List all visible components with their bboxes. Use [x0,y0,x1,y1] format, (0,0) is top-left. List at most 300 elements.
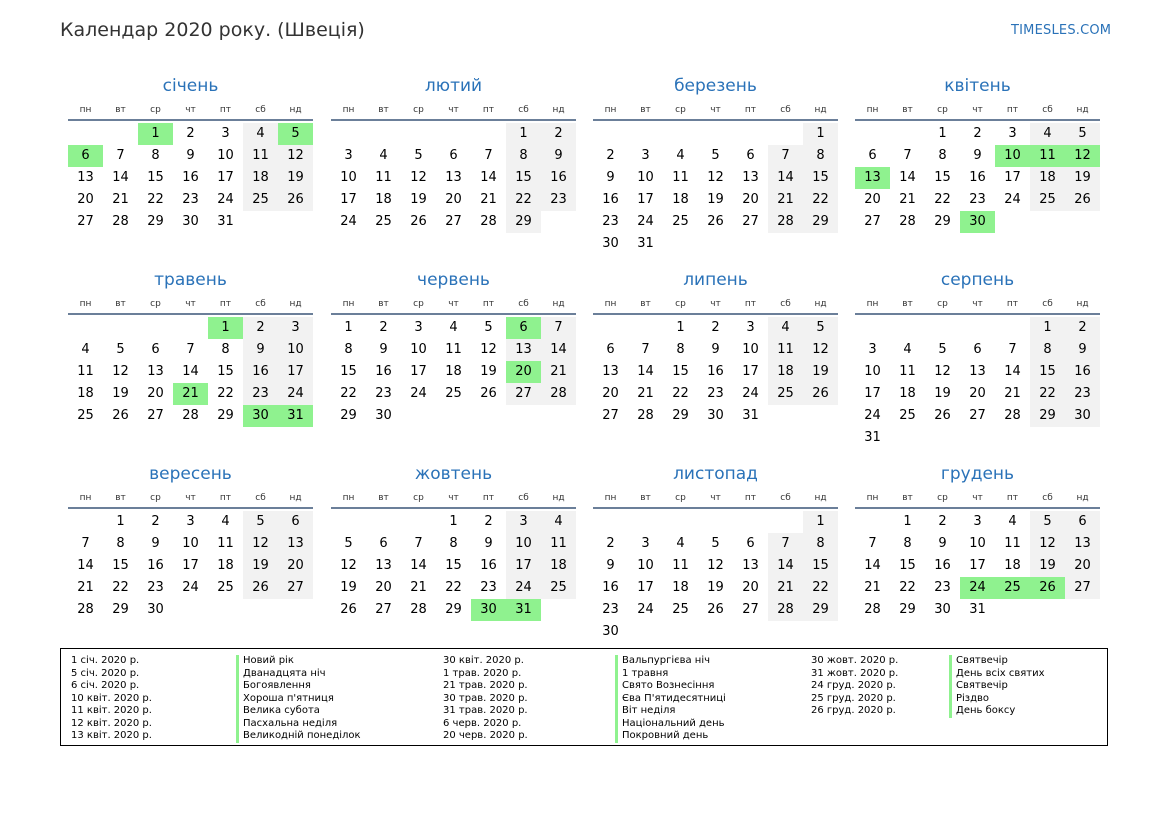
month-7 [593,265,838,427]
day-cell: 29 [147,214,164,229]
day-cell: 8 [676,342,685,357]
weekday-label: чт [185,299,196,309]
legend-holiday-name: День всіх святих [949,668,1045,681]
day-cell: 13 [742,558,759,573]
day-cell: 20 [969,386,986,401]
day-cell: 3 [506,511,541,533]
day-cell: 9 [606,558,615,573]
legend-holiday-name: Різдво [949,693,1045,706]
day-cell: 22 [445,580,462,595]
day-cell: 9 [484,536,493,551]
legend-date: 30 квіт. 2020 р. [443,655,524,666]
legend-date: 20 черв. 2020 р. [443,730,528,741]
day-cell: 12 [707,170,724,185]
legend-holiday-name: Єва П'ятидесятниці [615,693,726,706]
weekday-label: чт [710,493,721,503]
day-cell: 10 [506,533,541,555]
day-cell: 21 [112,192,129,207]
weekday-label: чт [448,299,459,309]
day-cell: 10 [182,536,199,551]
day-cell: 25 [672,602,689,617]
day-cell: 19 [1030,555,1065,577]
day-cell: 2 [606,536,615,551]
day-cell: 9 [938,536,947,551]
day-cell: 12 [112,364,129,379]
day-cell: 7 [414,536,423,551]
day-cell: 29 [672,408,689,423]
day-cell: 25 [77,408,94,423]
weekday-label: сб [1042,105,1053,115]
day-cell: 13 [602,364,619,379]
day-cell: 7 [1008,342,1017,357]
day-cell: 4 [243,123,278,145]
day-cell: 8 [151,148,160,163]
weekday-label: нд [289,299,302,309]
weekday-label: сб [1042,299,1053,309]
legend-holiday-name: Святвечір [949,655,1045,668]
day-cell: 20 [1065,555,1100,577]
day-cell: 1 [449,514,458,529]
day-cell: 24 [410,386,427,401]
weekday-header [855,489,1100,509]
weekday-label: чт [972,493,983,503]
day-cell: 23 [602,214,619,229]
weekday-label: вт [115,493,126,503]
holiday-cell: 6 [68,145,103,167]
legend-date: 1 трав. 2020 р. [443,667,522,679]
day-cell: 8 [344,342,353,357]
day-cell: 30 [182,214,199,229]
day-cell: 6 [449,148,458,163]
holiday-cell: 20 [506,361,541,383]
day-cell: 19 [934,386,951,401]
day-cell: 3 [746,320,755,335]
weekday-label: нд [552,299,565,309]
day-cell: 4 [221,514,230,529]
weekday-label: сб [255,105,266,115]
holiday-cell: 13 [855,167,890,189]
month-4 [855,71,1100,233]
legend-names-1 [236,655,361,743]
weekday-header [331,489,576,509]
legend-date: 11 квіт. 2020 р. [71,705,152,716]
day-cell: 12 [707,558,724,573]
weekday-label: ср [675,493,686,503]
weekday-label: сб [255,493,266,503]
legend-holiday-name: Пасхальна неділя [236,718,361,731]
day-cell: 13 [77,170,94,185]
day-cell: 15 [803,555,838,577]
day-cell: 18 [899,386,916,401]
day-grid [593,317,838,427]
day-cell: 20 [864,192,881,207]
day-cell: 2 [379,320,388,335]
day-cell: 26 [803,383,838,405]
weekday-label: пн [604,493,617,503]
day-cell: 18 [445,364,462,379]
day-cell: 4 [676,148,685,163]
month-name: грудень [940,464,1015,484]
day-cell: 27 [147,408,164,423]
day-cell: 16 [541,167,576,189]
day-cell: 19 [340,580,357,595]
weekday-label: чт [185,105,196,115]
holiday-cell: 31 [278,405,313,427]
day-cell: 6 [278,511,313,533]
day-cell: 14 [637,364,654,379]
month-2 [331,71,576,233]
day-cell: 21 [768,189,803,211]
legend-holiday-name: Національний день [615,718,726,731]
holiday-cell: 5 [278,123,313,145]
day-cell: 11 [899,364,916,379]
legend-holiday-name: Покровний день [615,730,726,743]
day-cell: 10 [217,148,234,163]
day-cell: 6 [379,536,388,551]
day-cell: 19 [1065,167,1100,189]
legend-holiday-name: Хороша п'ятниця [236,693,361,706]
legend-dates-1 [71,655,152,743]
weekday-label: вт [640,105,651,115]
day-cell: 26 [278,189,313,211]
month-name: жовтень [414,464,493,484]
month-6 [331,265,576,427]
page-title: Календар 2020 року. (Швеція) [60,19,365,41]
day-cell: 3 [344,148,353,163]
day-cell: 31 [742,408,759,423]
day-cell: 21 [768,577,803,599]
day-cell: 15 [506,167,541,189]
day-cell: 2 [973,126,982,141]
day-cell: 26 [112,408,129,423]
weekday-header [331,295,576,315]
holiday-cell: 21 [173,383,208,405]
day-cell: 28 [768,211,803,233]
day-cell: 16 [602,580,619,595]
day-cell: 5 [484,320,493,335]
day-cell: 24 [742,386,759,401]
legend-holiday-name: Дванадцята ніч [236,668,361,681]
day-cell: 17 [969,558,986,573]
day-cell: 15 [899,558,916,573]
day-cell: 3 [186,514,195,529]
day-cell: 29 [899,602,916,617]
day-cell: 13 [1065,533,1100,555]
month-1 [68,71,313,233]
day-cell: 25 [375,214,392,229]
day-cell: 2 [186,126,195,141]
weekday-header [593,295,838,315]
day-cell: 20 [742,192,759,207]
weekday-label: пн [866,299,879,309]
day-cell: 22 [340,386,357,401]
day-cell: 29 [803,599,838,621]
day-cell: 11 [1004,536,1021,551]
day-cell: 15 [445,558,462,573]
day-cell: 7 [768,533,803,555]
weekday-label: сб [518,105,529,115]
day-cell: 1 [344,320,353,335]
day-cell: 20 [602,386,619,401]
day-cell: 5 [711,536,720,551]
day-cell: 17 [182,558,199,573]
weekday-label: вт [378,105,389,115]
holiday-cell: 31 [506,599,541,621]
day-cell: 14 [77,558,94,573]
day-cell: 24 [278,383,313,405]
weekday-label: пн [604,105,617,115]
day-cell: 20 [375,580,392,595]
day-cell: 24 [506,577,541,599]
day-cell: 15 [217,364,234,379]
day-cell: 30 [602,236,619,251]
weekday-label: сб [780,493,791,503]
day-cell: 4 [449,320,458,335]
day-cell: 1 [803,511,838,533]
day-cell: 17 [1004,170,1021,185]
weekday-label: чт [972,299,983,309]
day-cell: 28 [182,408,199,423]
day-cell: 31 [217,214,234,229]
day-cell: 10 [410,342,427,357]
day-cell: 2 [711,320,720,335]
day-cell: 7 [641,342,650,357]
day-cell: 16 [707,364,724,379]
month-name: серпень [940,270,1015,290]
day-cell: 8 [506,145,541,167]
day-cell: 10 [278,339,313,361]
day-cell: 24 [637,214,654,229]
weekday-label: пт [219,105,232,115]
day-cell: 12 [1030,533,1065,555]
day-cell: 31 [969,602,986,617]
day-cell: 14 [541,339,576,361]
weekday-label: сб [518,493,529,503]
weekday-label: пт [1006,493,1019,503]
weekday-label: пт [219,299,232,309]
day-cell: 20 [77,192,94,207]
month-9 [68,459,313,621]
weekday-label: вт [902,299,913,309]
weekday-label: пн [79,105,92,115]
legend-holiday-name: Новий рік [236,655,361,668]
month-name: березень [674,76,757,96]
day-cell: 28 [1004,408,1021,423]
day-cell: 11 [672,558,689,573]
day-cell: 30 [602,624,619,639]
weekday-label: пт [482,299,495,309]
weekday-label: чт [972,105,983,115]
month-name: квітень [944,76,1011,96]
day-cell: 3 [221,126,230,141]
day-cell: 14 [182,364,199,379]
day-cell: 7 [186,342,195,357]
weekday-label: вт [378,493,389,503]
day-cell: 28 [637,408,654,423]
day-cell: 4 [81,342,90,357]
day-cell: 25 [1030,189,1065,211]
day-cell: 16 [147,558,164,573]
weekday-label: пт [219,493,232,503]
day-cell: 26 [480,386,497,401]
day-cell: 8 [903,536,912,551]
day-grid [855,511,1100,621]
weekday-header [68,101,313,121]
day-cell: 21 [410,580,427,595]
day-cell: 22 [934,192,951,207]
brand-link[interactable]: TIMESLES.COM [1011,23,1112,38]
day-cell: 4 [541,511,576,533]
day-cell: 22 [506,189,541,211]
day-cell: 8 [221,342,230,357]
day-cell: 14 [1004,364,1021,379]
day-cell: 20 [445,192,462,207]
day-cell: 15 [934,170,951,185]
day-cell: 14 [410,558,427,573]
legend-date: 6 січ. 2020 р. [71,680,140,691]
weekday-header [855,101,1100,121]
day-cell: 5 [1030,511,1065,533]
weekday-label: чт [710,105,721,115]
day-cell: 4 [676,536,685,551]
day-cell: 7 [903,148,912,163]
day-cell: 6 [606,342,615,357]
holiday-cell: 30 [243,405,278,427]
legend-date: 13 квіт. 2020 р. [71,730,152,741]
weekday-label: пн [79,493,92,503]
day-cell: 19 [707,192,724,207]
day-cell: 2 [606,148,615,163]
day-cell: 18 [541,555,576,577]
weekday-label: нд [814,493,827,503]
day-cell: 27 [1065,577,1100,599]
day-cell: 18 [217,558,234,573]
day-cell: 9 [606,170,615,185]
day-cell: 11 [541,533,576,555]
day-cell: 28 [541,383,576,405]
day-cell: 6 [973,342,982,357]
legend-date: 6 черв. 2020 р. [443,717,522,729]
day-cell: 22 [147,192,164,207]
day-cell: 7 [81,536,90,551]
day-cell: 1 [506,123,541,145]
weekday-label: чт [185,493,196,503]
day-cell: 13 [969,364,986,379]
day-cell: 26 [707,602,724,617]
day-cell: 11 [445,342,462,357]
day-cell: 9 [1065,339,1100,361]
holiday-cell: 12 [1065,145,1100,167]
day-cell: 22 [217,386,234,401]
weekday-label: чт [448,105,459,115]
day-cell: 22 [803,577,838,599]
weekday-label: сб [780,299,791,309]
day-cell: 18 [375,192,392,207]
day-cell: 28 [480,214,497,229]
day-cell: 12 [480,342,497,357]
weekday-header [68,489,313,509]
day-cell: 5 [243,511,278,533]
day-cell: 9 [973,148,982,163]
day-cell: 29 [340,408,357,423]
day-cell: 13 [506,339,541,361]
day-cell: 27 [969,408,986,423]
day-cell: 7 [768,145,803,167]
weekday-label: нд [552,105,565,115]
day-cell: 10 [637,170,654,185]
day-cell: 5 [116,342,125,357]
day-cell: 15 [672,364,689,379]
weekday-label: пн [79,299,92,309]
month-5 [68,265,313,427]
day-cell: 24 [340,214,357,229]
day-cell: 18 [768,361,803,383]
day-cell: 26 [410,214,427,229]
day-cell: 20 [147,386,164,401]
day-cell: 19 [278,167,313,189]
legend-date: 5 січ. 2020 р. [71,667,140,679]
weekday-label: пн [342,299,355,309]
day-cell: 17 [217,170,234,185]
weekday-label: нд [552,493,565,503]
day-cell: 2 [484,514,493,529]
holiday-cell: 30 [471,599,506,621]
day-grid [68,317,313,427]
holiday-cell: 26 [1030,577,1065,599]
weekday-label: вт [902,105,913,115]
day-cell: 8 [116,536,125,551]
legend-date: 30 жовт. 2020 р. [811,655,899,666]
weekday-label: нд [289,493,302,503]
day-cell: 6 [151,342,160,357]
day-grid [331,511,576,621]
day-cell: 30 [375,408,392,423]
day-cell: 2 [938,514,947,529]
day-cell: 26 [243,577,278,599]
day-cell: 13 [147,364,164,379]
day-cell: 26 [707,214,724,229]
day-cell: 28 [899,214,916,229]
day-cell: 1 [803,123,838,145]
day-cell: 11 [243,145,278,167]
day-cell: 17 [742,364,759,379]
day-cell: 28 [768,599,803,621]
day-cell: 1 [676,320,685,335]
day-cell: 16 [480,558,497,573]
day-cell: 1 [938,126,947,141]
day-cell: 21 [1004,386,1021,401]
holiday-cell: 1 [138,123,173,145]
day-cell: 22 [899,580,916,595]
day-cell: 24 [182,580,199,595]
day-cell: 3 [868,342,877,357]
month-name: вересень [149,464,232,484]
day-cell: 28 [410,602,427,617]
day-cell: 18 [672,192,689,207]
day-cell: 9 [186,148,195,163]
day-cell: 17 [340,192,357,207]
day-cell: 30 [934,602,951,617]
holiday-cell: 11 [1030,145,1065,167]
day-cell: 23 [243,383,278,405]
month-name: червень [417,270,490,290]
legend-date: 21 трав. 2020 р. [443,680,528,691]
weekday-label: нд [1076,105,1089,115]
weekday-label: пт [1006,299,1019,309]
legend-holiday-name: Свято Вознесіння [615,680,726,693]
day-cell: 26 [934,408,951,423]
weekday-label: вт [378,299,389,309]
